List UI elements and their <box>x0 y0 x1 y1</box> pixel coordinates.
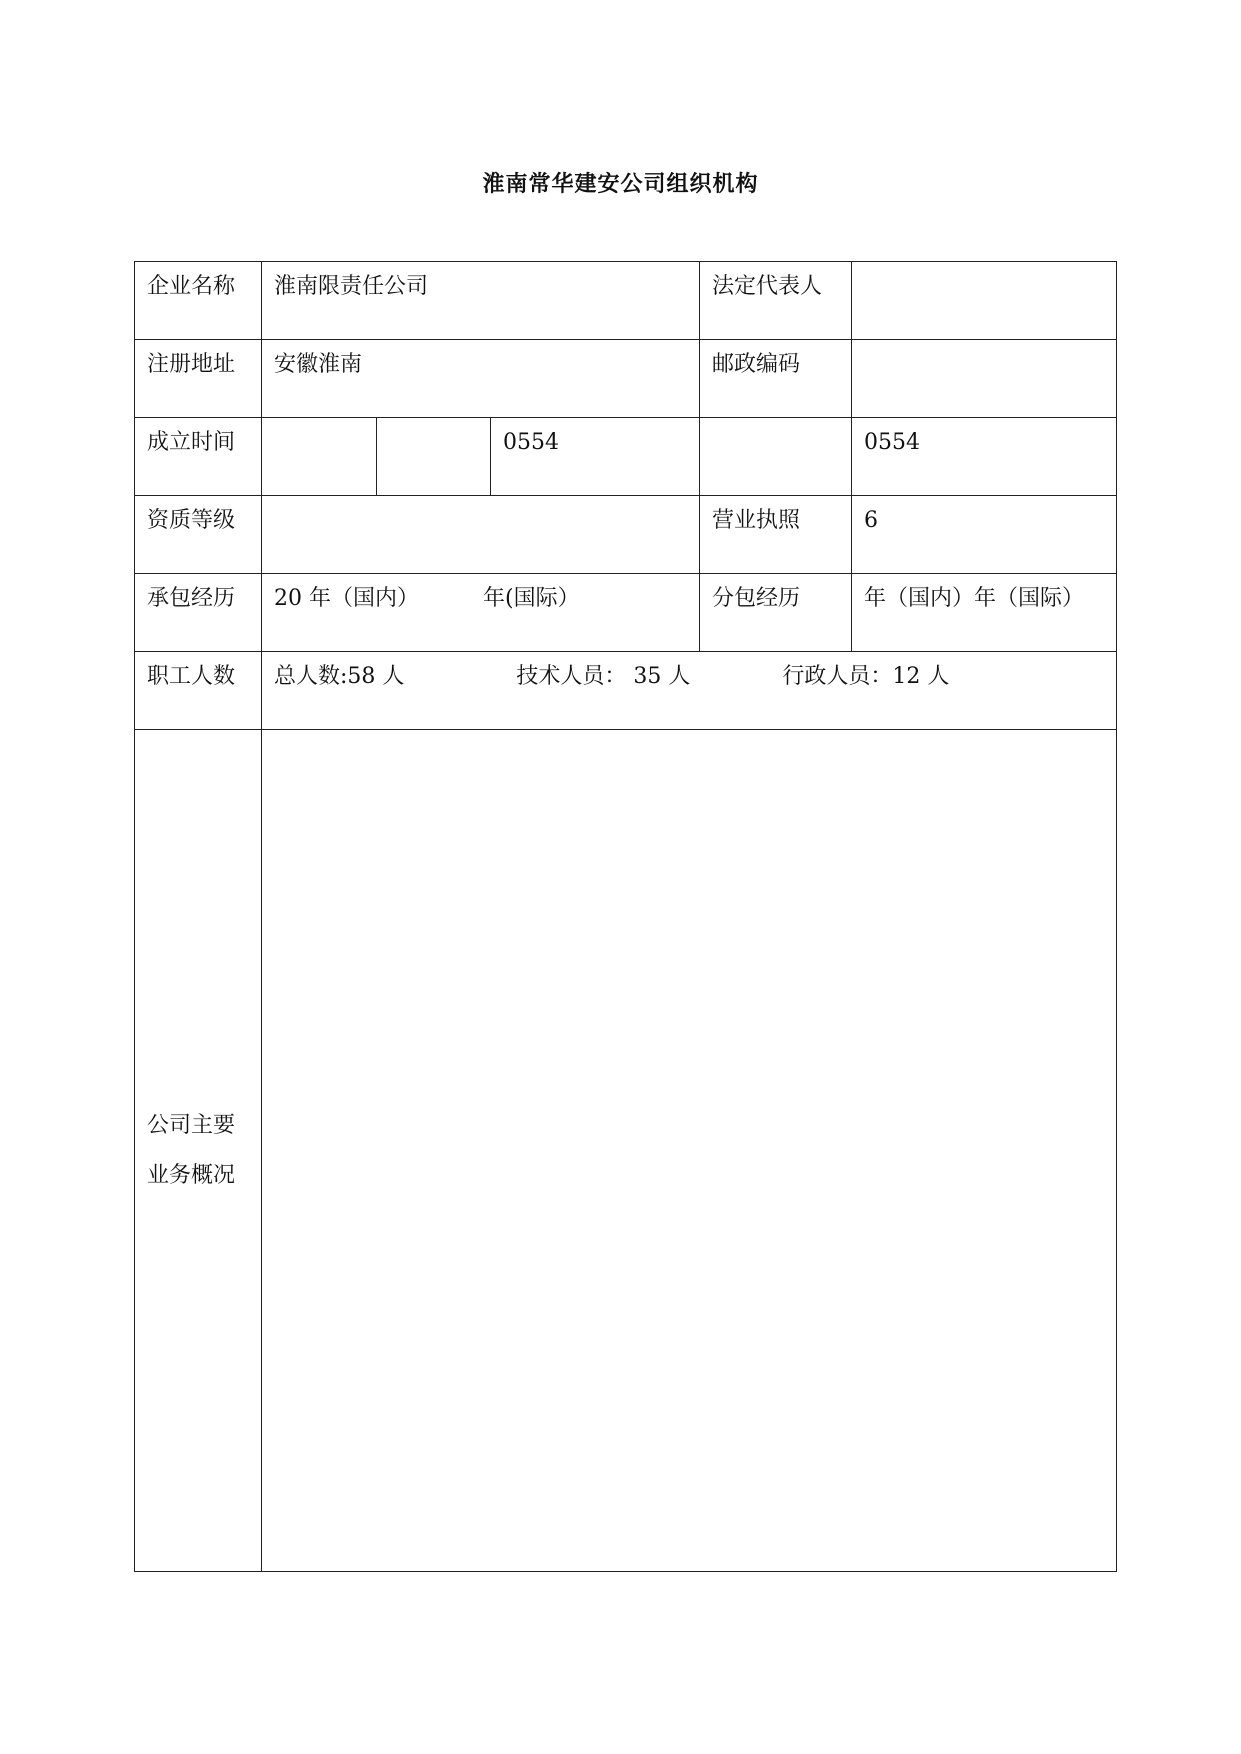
founded-cell-3 <box>377 418 491 496</box>
contract-domestic: 20 年（国内） <box>274 586 419 611</box>
business-label-line1: 公司主要 <box>147 1112 236 1138</box>
row-qualification <box>135 496 1117 574</box>
page-title: 淮南常华建安公司组织机构 <box>482 171 759 197</box>
row-enterprise-name <box>135 262 1117 340</box>
company-info-table <box>134 261 1117 1572</box>
qualification-value <box>262 496 700 574</box>
founded-cell-5 <box>700 418 852 496</box>
staff-value <box>262 652 1117 730</box>
staff-label: 职工人数 <box>135 652 262 730</box>
founded-label: 成立时间 <box>135 418 262 496</box>
business-value <box>262 730 1117 1572</box>
founded-cell-6: 0554 <box>852 418 1117 496</box>
subcontract-value: 年（国内）年（国际） <box>852 574 1117 652</box>
row-contract-experience <box>135 574 1117 652</box>
staff-total: 总人数:58 人 <box>274 664 405 689</box>
founded-cell-2 <box>262 418 377 496</box>
postal-label: 邮政编码 <box>700 340 852 418</box>
contract-international: 年(国际） <box>483 586 580 611</box>
enterprise-name-value: 淮南限责任公司 <box>262 262 700 340</box>
founded-cell-4: 0554 <box>491 418 700 496</box>
legal-rep-label: 法定代表人 <box>700 262 852 340</box>
contract-value <box>262 574 700 652</box>
row-founded <box>135 418 1117 496</box>
legal-rep-value <box>852 262 1117 340</box>
business-label <box>135 730 262 1572</box>
business-label-line2: 业务概况 <box>147 1162 236 1188</box>
contract-label: 承包经历 <box>135 574 262 652</box>
subcontract-label: 分包经历 <box>700 574 852 652</box>
postal-value <box>852 340 1117 418</box>
row-staff <box>135 652 1117 730</box>
license-value: 6 <box>852 496 1117 574</box>
address-value: 安徽淮南 <box>262 340 700 418</box>
staff-administrative: 行政人员：12 人 <box>782 664 950 689</box>
license-label: 营业执照 <box>700 496 852 574</box>
enterprise-name-label: 企业名称 <box>135 262 262 340</box>
qualification-label: 资质等级 <box>135 496 262 574</box>
row-business-overview <box>135 730 1117 1572</box>
address-label: 注册地址 <box>135 340 262 418</box>
row-address <box>135 340 1117 418</box>
staff-technical: 技术人员： 35 人 <box>516 664 691 689</box>
